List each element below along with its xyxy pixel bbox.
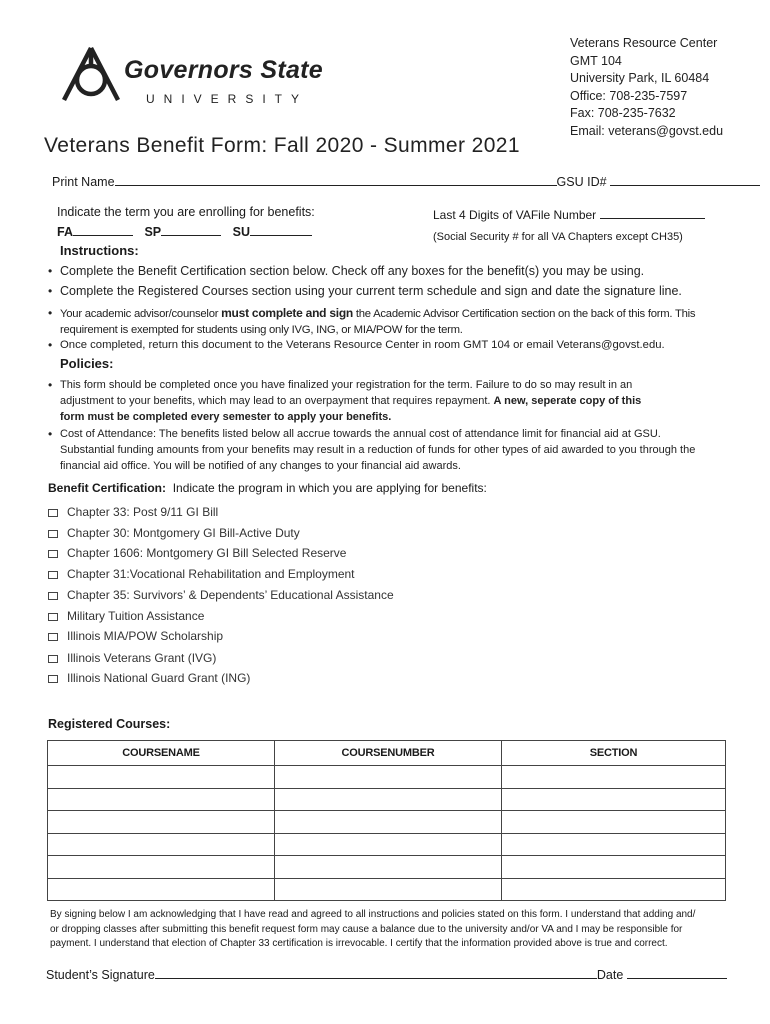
va-file-label: Last 4 Digits of VAFile Number — [433, 208, 597, 222]
su-field[interactable] — [250, 223, 312, 236]
va-file-note: (Social Security # for all VA Chapters except CH35) — [433, 231, 683, 243]
contact-email: Email: veterans@govst.edu — [570, 123, 724, 138]
list-item: • This form should be completed once you have finalized your registration for the term. Failure to do so may result in an adjustment to your benefits, which may lead to an overpayment that requires repayment. A new, seperate copy of this form must be completed every semester to apply your benefits. — [48, 378, 642, 423]
checkbox[interactable] — [48, 655, 58, 663]
column-header: SECTION — [502, 741, 726, 766]
benefit-option[interactable]: Military Tuition Assistance — [48, 609, 204, 623]
checkbox[interactable] — [48, 675, 58, 683]
gsu-id-field[interactable] — [610, 173, 760, 186]
acknowledgement-text: By signing below I am acknowledging that I have read and agreed to all instructions and policies stated on this form. I understand that adding and/ or dropping classes after submitting this benefit request form may cause a balance due to the university and/or VA and I may be responsible for payment. I understand that election of Chapter 33 certification is irrevocable. I certify that the information provided above is true and correct. — [50, 909, 696, 949]
table-cell[interactable] — [275, 878, 502, 901]
signature-label: Student’s Signature — [46, 968, 155, 982]
table-header-row — [48, 741, 726, 766]
checkbox[interactable] — [48, 571, 58, 579]
benefit-option[interactable]: Chapter 30: Montgomery GI Bill-Active Duty — [48, 526, 300, 540]
benefit-heading-row — [48, 481, 487, 495]
sp-field[interactable] — [161, 223, 221, 236]
fa-label: FA — [57, 225, 73, 239]
table-row — [48, 766, 726, 789]
list-item: • Complete the Benefit Certification section below. Check off any boxes for the benefit(s) you may be using. — [48, 264, 645, 278]
table-cell[interactable] — [275, 811, 502, 834]
print-name-label: Print Name — [52, 175, 115, 189]
va-file-field[interactable] — [600, 206, 705, 219]
column-header: COURSENAME — [48, 741, 275, 766]
signature-field[interactable] — [155, 966, 597, 979]
courses-heading: Registered Courses: — [48, 717, 171, 731]
contact-line: Fax: 708-235-7632 — [570, 106, 676, 120]
gsu-id-label: GSU ID# — [556, 175, 607, 189]
table-cell[interactable] — [502, 811, 726, 834]
table-row — [48, 856, 726, 879]
table-row — [48, 811, 726, 834]
contact-line: Office: 708-235-7597 — [570, 88, 688, 103]
table-cell[interactable] — [502, 856, 726, 879]
table-cell[interactable] — [275, 856, 502, 879]
fa-field[interactable] — [73, 223, 133, 236]
table-cell[interactable] — [48, 766, 275, 789]
form-title: Veterans Benefit Form: Fall 2020 - Summer 2021 — [44, 134, 520, 157]
date-field[interactable] — [627, 966, 727, 979]
term-fields — [57, 223, 312, 239]
sp-label: SP — [144, 225, 162, 239]
checkbox[interactable] — [48, 530, 58, 538]
benefit-prompt: Indicate the program in which you are applying for benefits: — [172, 481, 487, 495]
contact-line: Veterans Resource Center — [570, 36, 718, 50]
table-row — [48, 878, 726, 901]
table-row — [48, 788, 726, 811]
logo-subtitle: UNIVERSITY — [146, 92, 309, 106]
benefit-option[interactable]: Chapter 33: Post 9/11 GI Bill — [48, 505, 218, 519]
policies-heading: Policies: — [60, 356, 114, 371]
table-cell[interactable] — [275, 833, 502, 856]
courses-table — [47, 740, 726, 901]
table-row — [48, 833, 726, 856]
benefit-option[interactable]: Chapter 35: Survivors’ & Dependents’ Educational Assistance — [48, 588, 394, 602]
contact-line: University Park, IL 60484 — [570, 71, 710, 85]
table-cell[interactable] — [502, 788, 726, 811]
benefit-option[interactable]: Chapter 31:Vocational Rehabilitation and Employment — [48, 567, 355, 581]
benefit-option[interactable]: Chapter 1606: Montgomery GI Bill Selected Reserve — [48, 546, 346, 560]
list-item: • Complete the Registered Courses section using your current term schedule and sign and date the signature line. — [48, 284, 682, 298]
contact-block — [570, 35, 723, 140]
table-cell[interactable] — [48, 811, 275, 834]
table-cell[interactable] — [502, 766, 726, 789]
benefit-option[interactable]: Illinois MIA/POW Scholarship — [48, 629, 223, 643]
va-file-row — [433, 206, 705, 222]
table-cell[interactable] — [275, 766, 502, 789]
checkbox[interactable] — [48, 592, 58, 600]
list-item: • Cost of Attendance: The benefits listed below all accrue towards the annual cost of attendance limit for financial aid at GSU. Substantial funding amounts from your benefits may result in a reduction of funds for other types of aid awarded to you through the financial aid office. You will be notified of any changes to your financial aid awards. — [48, 427, 696, 472]
checkbox[interactable] — [48, 633, 58, 641]
logo-wordmark: Governors State — [124, 56, 324, 84]
table-cell[interactable] — [48, 878, 275, 901]
table-cell[interactable] — [48, 833, 275, 856]
signature-row — [46, 966, 727, 982]
date-label: Date — [596, 968, 624, 982]
list-item: • Your academic advisor/counselor must complete and sign the Academic Advisor Certification section on the back of this form. This requirement is exempted for students using only IVG, ING, or MIA/POW for the term. — [48, 306, 696, 336]
table-cell[interactable] — [48, 788, 275, 811]
print-name-field[interactable] — [115, 173, 557, 186]
benefit-heading: Benefit Certification: — [48, 481, 167, 495]
checkbox[interactable] — [48, 509, 58, 517]
column-header: COURSENUMBER — [275, 741, 502, 766]
list-item: • Once completed, return this document to the Veterans Resource Center in room GMT 104 or email Veterans@govst.edu. — [48, 338, 665, 352]
contact-line: GMT 104 — [570, 53, 622, 68]
table-cell[interactable] — [502, 833, 726, 856]
name-row — [52, 173, 760, 189]
table-cell[interactable] — [275, 788, 502, 811]
instructions-heading: Instructions: — [60, 243, 139, 258]
benefit-option[interactable]: Illinois Veterans Grant (IVG) — [48, 651, 216, 665]
benefit-option[interactable]: Illinois National Guard Grant (ING) — [48, 671, 250, 685]
checkbox[interactable] — [48, 613, 58, 621]
su-label: SU — [232, 225, 251, 239]
table-cell[interactable] — [48, 856, 275, 879]
table-cell[interactable] — [502, 878, 726, 901]
term-prompt: Indicate the term you are enrolling for benefits: — [57, 205, 315, 219]
checkbox[interactable] — [48, 550, 58, 558]
